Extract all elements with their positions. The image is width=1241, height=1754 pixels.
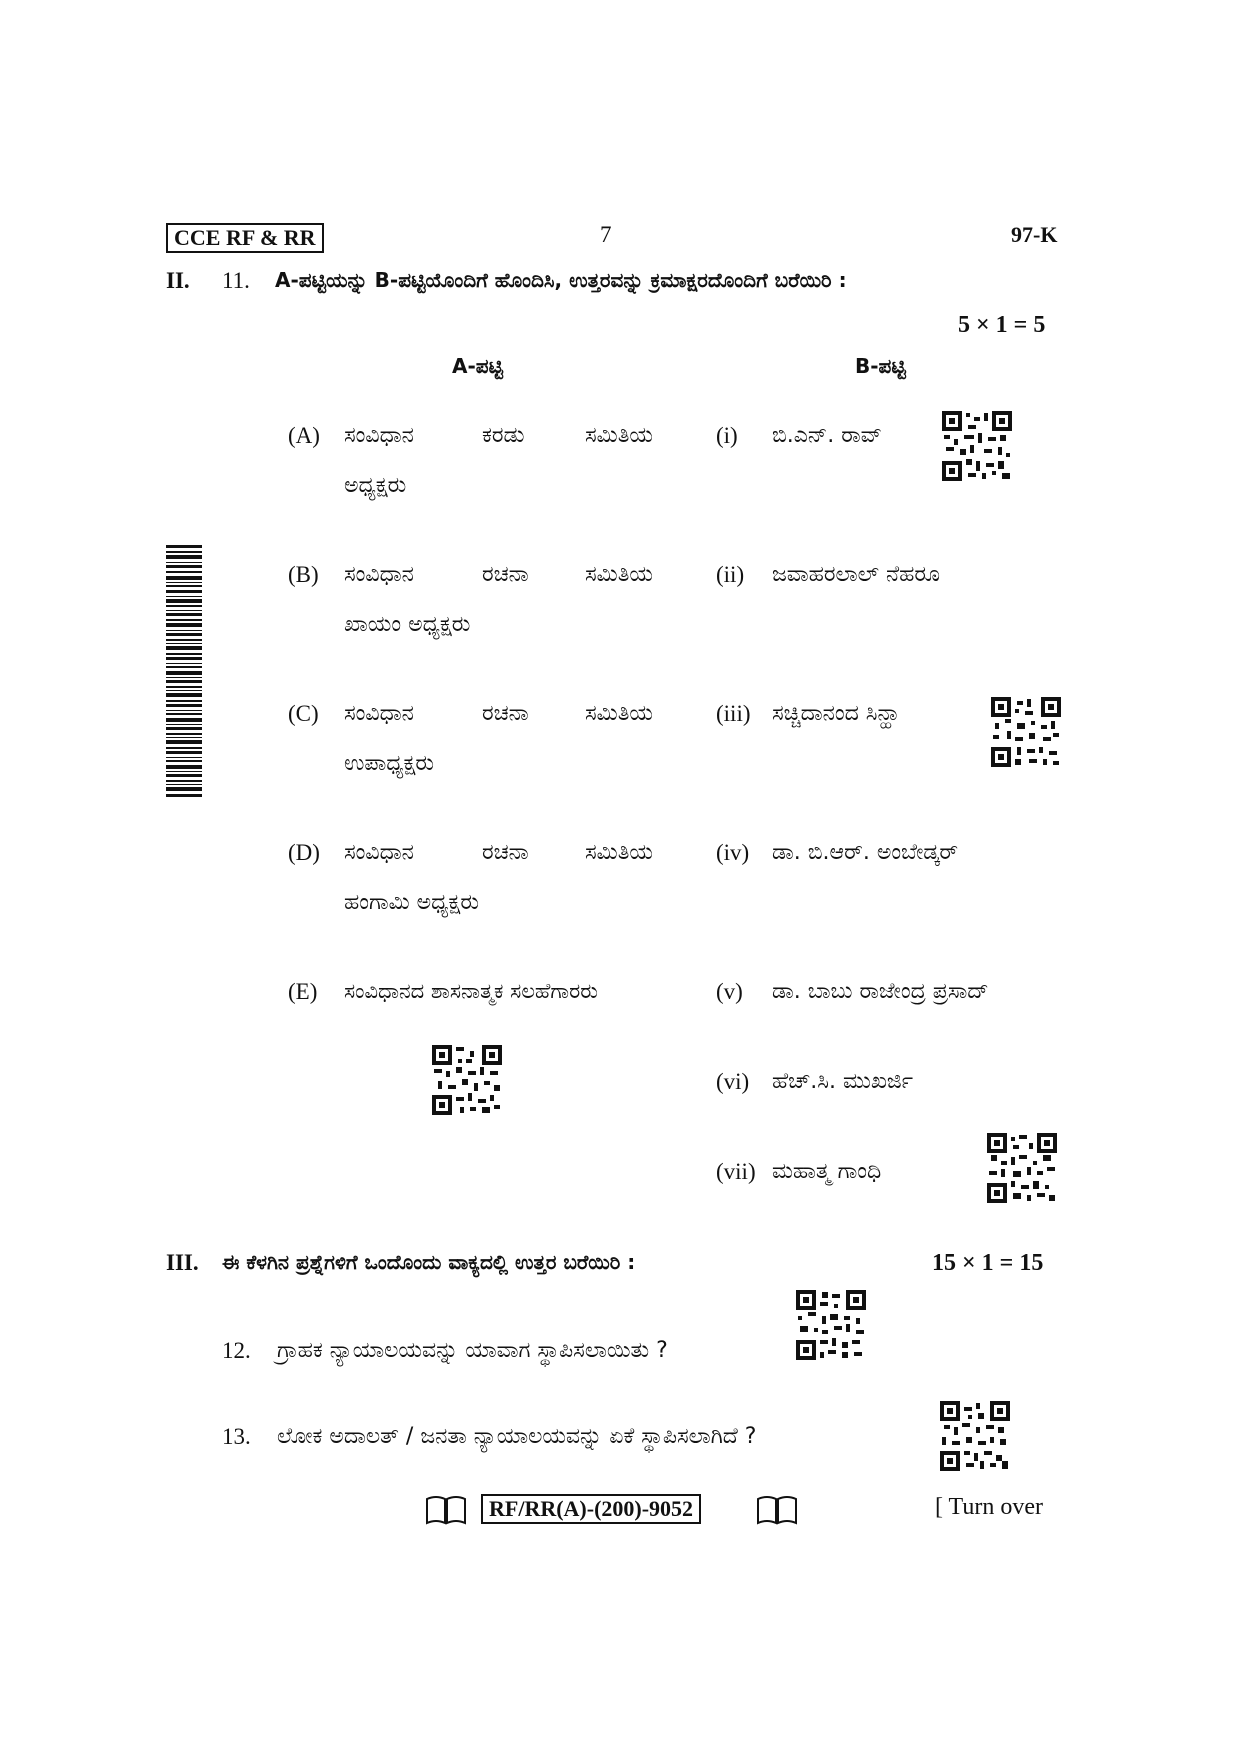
list-b-label: (ii) xyxy=(716,562,745,587)
list-b-text: ಮಹಾತ್ಮ ಗಾಂಧಿ xyxy=(772,1159,882,1184)
qr-code xyxy=(796,1290,866,1360)
list-a-word: ಸಂವಿಧಾನ xyxy=(344,840,414,865)
list-a-word: ಸಮಿತಿಯ xyxy=(585,701,653,726)
list-a-word: ರಚನಾ xyxy=(482,701,529,726)
question-text: ಲೋಕ ಅದಾಲತ್ / ಜನತಾ ನ್ಯಾಯಾಲಯವನ್ನು ಏಕೆ ಸ್ಥಾಪಿಸಲಾಗಿದೆ ? xyxy=(277,1424,757,1449)
list-a-word: ಸಂವಿಧಾನ xyxy=(344,701,414,726)
list-a-continuation: ಉಪಾಧ್ಯಕ್ಷರು xyxy=(344,751,435,776)
list-a-word: ಸಮಿತಿಯ xyxy=(585,423,653,448)
footer-code-box: RF/RR(A)-(200)-9052 xyxy=(481,1494,701,1524)
list-a-continuation: ಅಧ್ಯಕ್ಷರು xyxy=(344,473,407,498)
list-a-label: (A) xyxy=(288,423,320,448)
page-number: 7 xyxy=(600,222,612,247)
list-a-word: ಕರಡು xyxy=(482,423,525,448)
qr-code xyxy=(991,697,1061,767)
qr-code xyxy=(987,1133,1057,1203)
list-b-text: ಹೆಚ್.ಸಿ. ಮುಖರ್ಜಿ xyxy=(772,1069,914,1094)
question-number: 13. xyxy=(222,1424,251,1449)
paper-code: 97-K xyxy=(1011,222,1058,247)
list-b-label: (vi) xyxy=(716,1069,750,1094)
barcode xyxy=(166,545,202,797)
question-text: ಗ್ರಾಹಕ ನ್ಯಾಯಾಲಯವನ್ನು ಯಾವಾಗ ಸ್ಥಾಪಿಸಲಾಯಿತು ? xyxy=(277,1338,668,1363)
section-ii-marks: 5 × 1 = 5 xyxy=(958,312,1046,338)
list-a-text: ಸಂವಿಧಾನದ ಶಾಸನಾತ್ಮಕ ಸಲಹೆಗಾರರು xyxy=(344,979,598,1003)
list-a-label: (D) xyxy=(288,840,320,865)
list-b-label: (v) xyxy=(716,979,743,1004)
list-a-word: ಸಂವಿಧಾನ xyxy=(344,562,414,587)
list-b-label: (iv) xyxy=(716,840,750,865)
list-a-word: ಸಮಿತಿಯ xyxy=(585,562,653,587)
qr-code xyxy=(432,1045,502,1115)
list-b-label: (iii) xyxy=(716,701,751,726)
section-roman-iii: III. xyxy=(166,1250,199,1275)
question-11-number: 11. xyxy=(222,268,250,293)
question-number: 12. xyxy=(222,1338,251,1363)
section-iii-instruction: ಈ ಕೆಳಗಿನ ಪ್ರಶ್ನೆಗಳಿಗೆ ಒಂದೊಂದು ವಾಕ್ಯದಲ್ಲಿ ಉತ್ತರ ಬರೆಯಿರಿ : xyxy=(222,1250,636,1274)
list-a-word: ರಚನಾ xyxy=(482,840,529,865)
list-a-label: (C) xyxy=(288,701,319,726)
list-b-text: ಜವಾಹರಲಾಲ್ ನೆಹರೂ xyxy=(772,562,940,587)
list-a-word: ಸಂವಿಧಾನ xyxy=(344,423,414,448)
list-a-label: (E) xyxy=(288,979,318,1004)
list-a-continuation: ಹಂಗಾಮಿ ಅಧ್ಯಕ್ಷರು xyxy=(344,890,479,915)
list-b-label: (vii) xyxy=(716,1159,756,1184)
column-b-heading: B-ಪಟ್ಟಿ xyxy=(855,354,906,378)
column-a-heading: A-ಪಟ್ಟಿ xyxy=(452,354,504,378)
list-b-text: ಸಚ್ಚಿದಾನಂದ ಸಿನ್ಹಾ xyxy=(772,701,901,726)
qr-code xyxy=(942,411,1012,481)
list-a-word: ರಚನಾ xyxy=(482,562,529,587)
turn-over-label: [ Turn over xyxy=(935,1494,1044,1520)
question-11-instruction: A-ಪಟ್ಟಿಯನ್ನು B-ಪಟ್ಟಿಯೊಂದಿಗೆ ಹೊಂದಿಸಿ, ಉತ್ತರವನ್ನು ಕ್ರಮಾಕ್ಷರದೊಂದಿಗೆ ಬರೆಯಿರಿ : xyxy=(275,268,847,292)
list-a-word: ಸಮಿತಿಯ xyxy=(585,840,653,865)
list-b-text: ಡಾ. ಬಿ.ಆರ್. ಅಂಬೇಡ್ಕರ್ xyxy=(772,840,959,865)
section-iii-marks: 15 × 1 = 15 xyxy=(932,1250,1044,1276)
list-a-continuation: ಖಾಯಂ ಅಧ್ಯಕ್ಷರು xyxy=(344,612,471,637)
section-roman-ii: II. xyxy=(166,268,190,293)
qr-code xyxy=(940,1401,1010,1471)
open-book-icon xyxy=(755,1494,799,1526)
list-b-text: ಡಾ. ಬಾಬು ರಾಜೇಂದ್ರ ಪ್ರಸಾದ್ xyxy=(772,979,989,1004)
open-book-icon xyxy=(424,1494,468,1526)
list-b-text: ಬಿ.ಎನ್. ರಾವ್ xyxy=(772,423,882,448)
list-a-label: (B) xyxy=(288,562,319,587)
list-b-label: (i) xyxy=(716,423,738,448)
exam-header-box: CCE RF & RR xyxy=(166,223,324,253)
